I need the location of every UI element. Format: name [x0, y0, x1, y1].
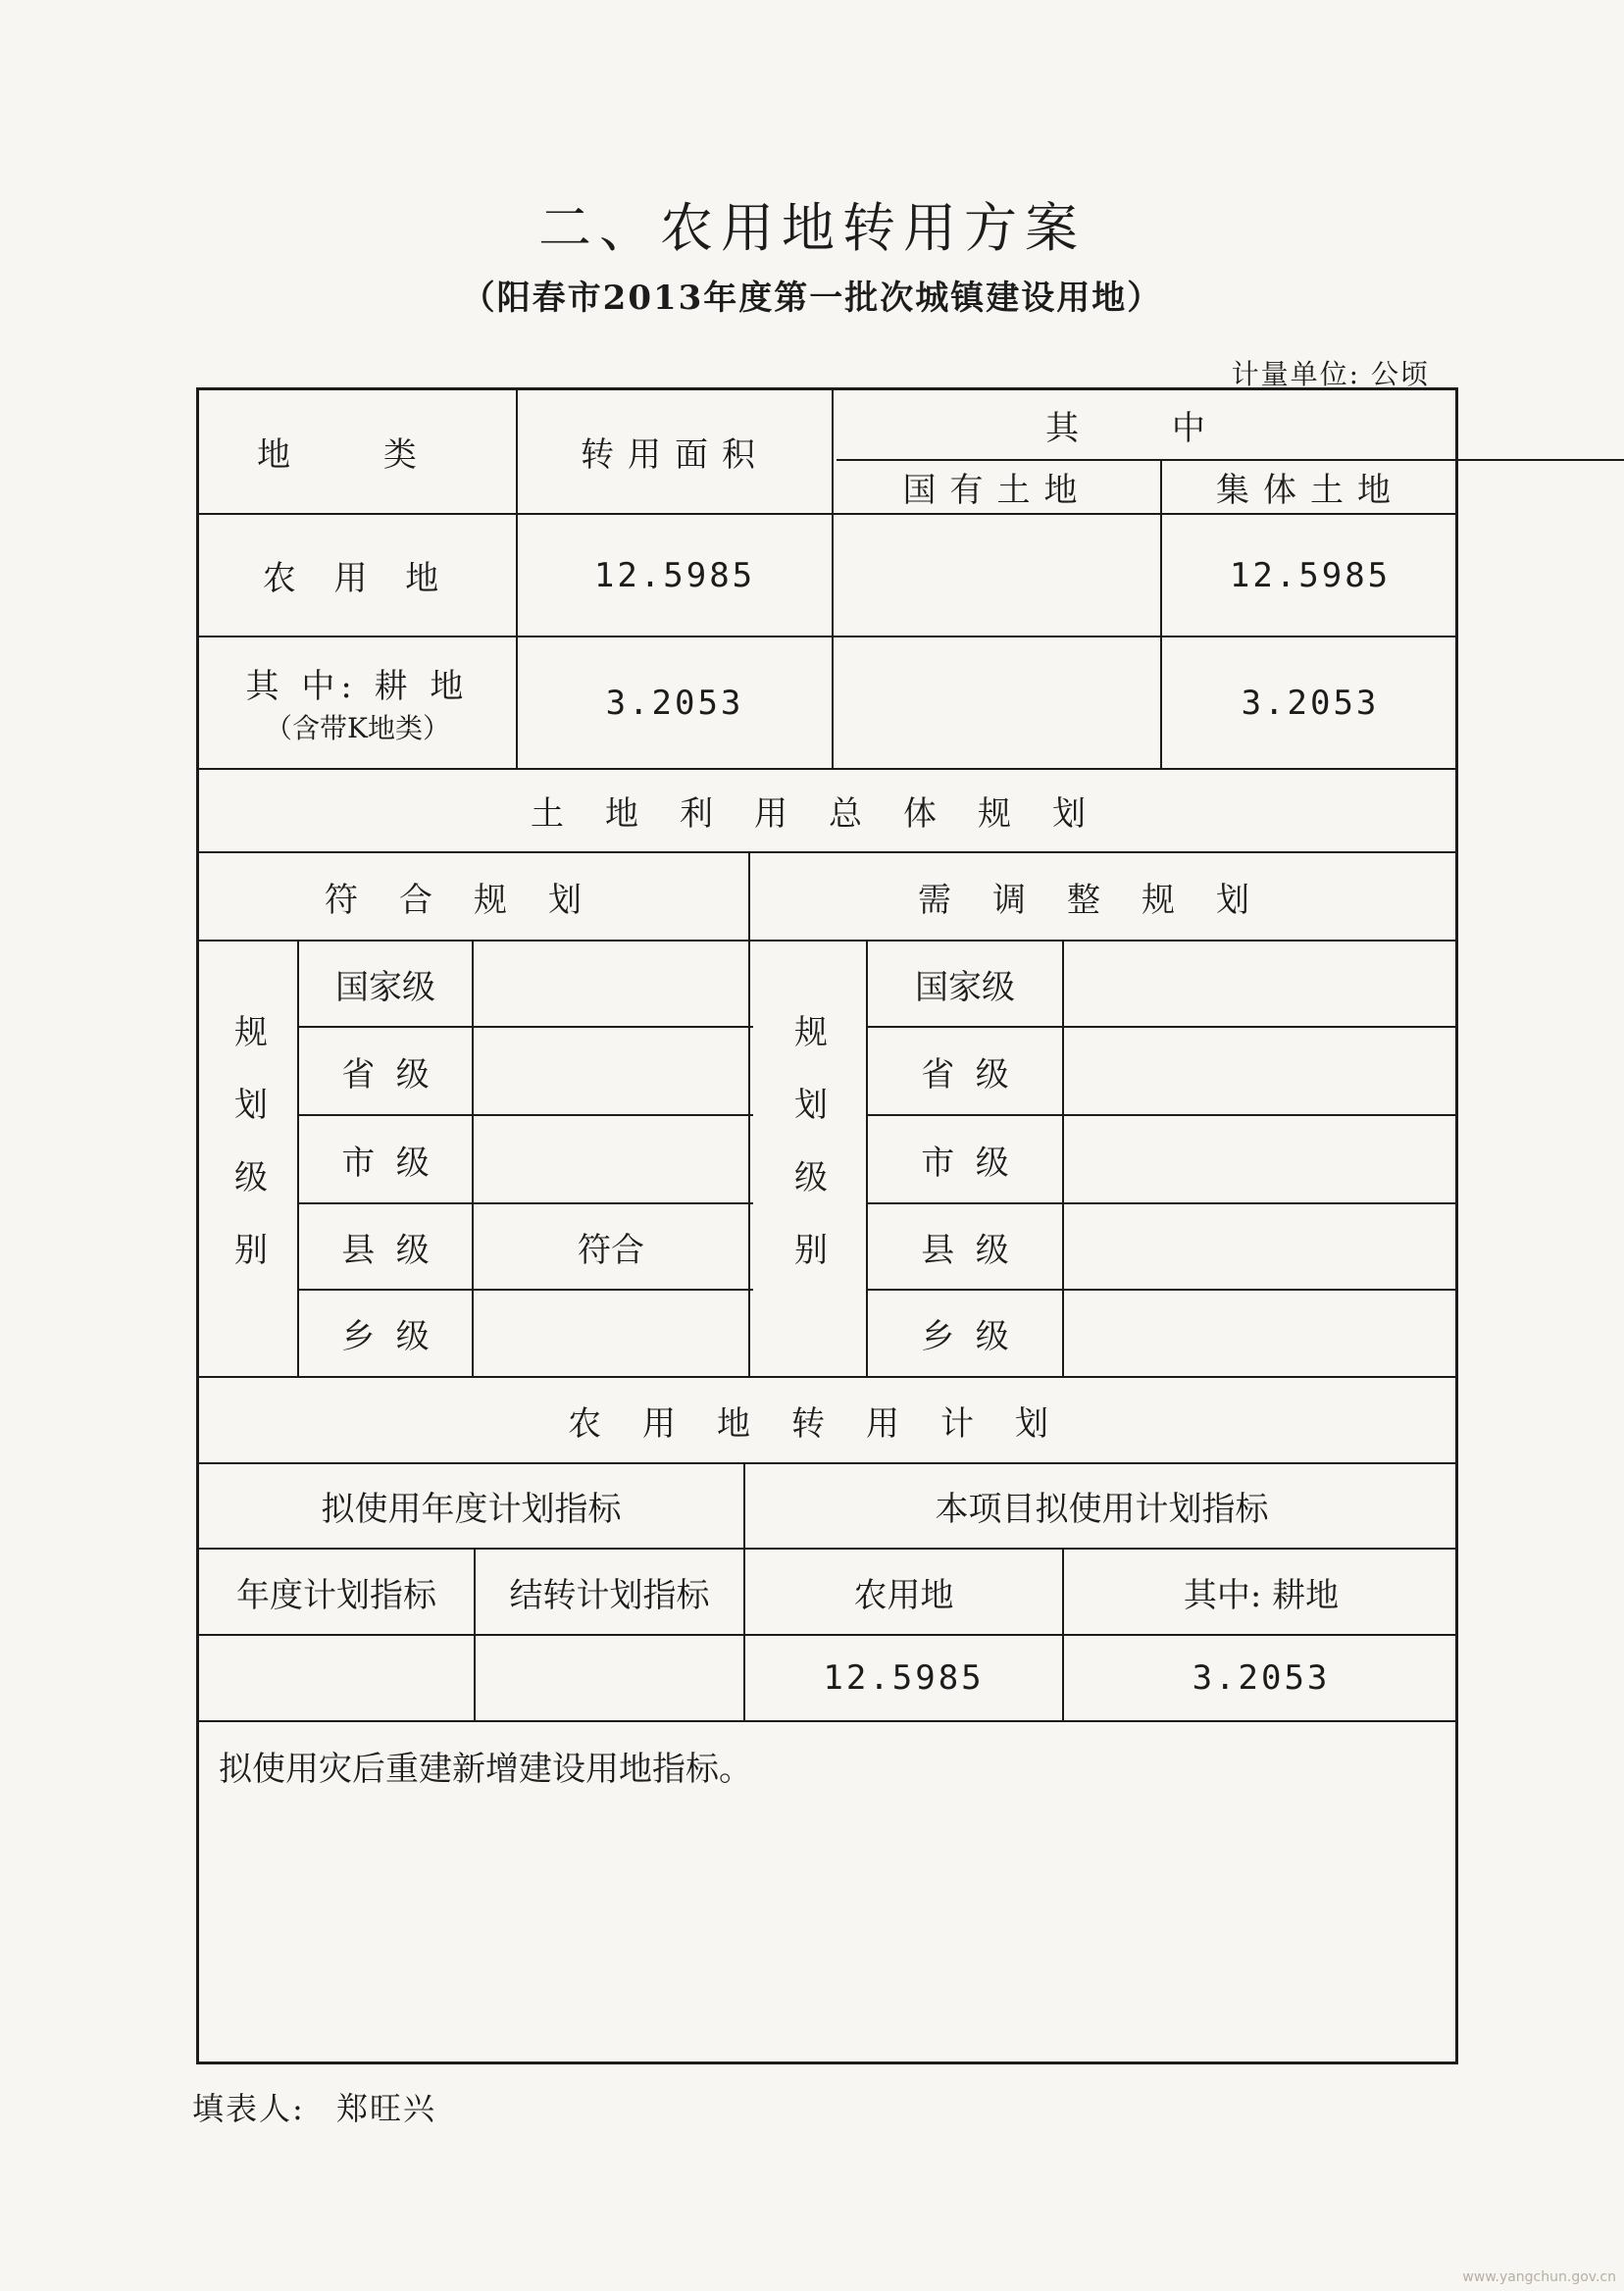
row-cultivated-sublabel: （含带K地类） — [265, 712, 450, 744]
annual-plan-value — [199, 1636, 474, 1720]
level-national-right: 国家级 — [915, 967, 1015, 1007]
agri-land-value: 12.5985 — [823, 1658, 985, 1698]
agri-land-header: 农用地 — [853, 1575, 954, 1615]
row-cultivated-cell — [199, 637, 516, 768]
level-province-left: 省 级 — [341, 1054, 430, 1095]
conversion-table — [196, 387, 1458, 2064]
plan-level-label-left — [199, 942, 297, 1376]
row-agri-area: 12.5985 — [593, 555, 756, 595]
footer — [192, 2084, 456, 2129]
level-county-left: 县 级 — [341, 1230, 430, 1270]
level-city-left: 市 级 — [341, 1143, 430, 1183]
header-of-which: 其 中 — [1045, 408, 1246, 448]
row-agri-label: 农 用 地 — [262, 559, 453, 598]
carryover-plan-header: 结转计划指标 — [509, 1575, 710, 1615]
header-state-land: 国有土地 — [902, 471, 1091, 510]
annual-plan-header: 年度计划指标 — [236, 1575, 436, 1615]
plan-level-label-right-text: 规划级别 — [787, 1013, 828, 1304]
cultivated-header: 其中: 耕地 — [1183, 1575, 1340, 1615]
page-title: 二、农用地转用方案 — [538, 197, 1086, 259]
watermark: www.yangchun.gov.cn — [1462, 2269, 1616, 2285]
plan-section-title: 土地利用总体规划 — [531, 794, 1127, 834]
carryover-plan-value — [476, 1636, 743, 1720]
row-cultivated-label: 其 中: 耕 地 — [245, 667, 470, 706]
level-county-right: 县 级 — [921, 1230, 1009, 1270]
row-agri-collective: 12.5985 — [1229, 555, 1392, 595]
plan-level-label-left-text: 规划级别 — [228, 1013, 268, 1304]
unit-label: 计量单位: 公顷 — [1231, 358, 1430, 390]
row-cultivated-state — [834, 637, 1160, 768]
level-city-right: 市 级 — [921, 1143, 1009, 1183]
level-national-left: 国家级 — [335, 967, 435, 1007]
divider — [472, 940, 474, 1376]
row-cultivated-collective: 3.2053 — [1241, 683, 1380, 723]
plan-adjust-title: 需调整规划 — [918, 880, 1291, 920]
conform-value: 符合 — [578, 1230, 644, 1270]
plan-level-label-right — [750, 942, 866, 1376]
plan-conform-title: 符合规划 — [325, 880, 623, 920]
row-agri-state — [834, 515, 1160, 636]
level-township-right: 乡 级 — [921, 1317, 1009, 1356]
header-land-type: 地 类 — [257, 435, 458, 475]
cultivated-value: 3.2053 — [1192, 1658, 1331, 1698]
header-collective-land: 集体土地 — [1216, 471, 1404, 510]
header-converted-area: 转用面积 — [581, 435, 769, 475]
divider — [1062, 940, 1064, 1376]
project-quota-title: 本项目拟使用计划指标 — [935, 1490, 1269, 1529]
row-cultivated-area: 3.2053 — [605, 683, 744, 723]
note-text: 拟使用灾后重建新增建设用地指标。 — [219, 1750, 752, 1789]
level-province-right: 省 级 — [921, 1054, 1009, 1095]
conversion-section-title: 农用地转用计划 — [568, 1403, 1090, 1444]
filler-label: 填表人: — [192, 2090, 305, 2127]
level-township-left: 乡 级 — [341, 1317, 430, 1356]
filler-name: 郑旺兴 — [335, 2090, 436, 2127]
annual-quota-title: 拟使用年度计划指标 — [321, 1490, 622, 1529]
page-subtitle: （阳春市2013年度第一批次城镇建设用地） — [461, 279, 1163, 318]
note-cell — [199, 1722, 1458, 2062]
